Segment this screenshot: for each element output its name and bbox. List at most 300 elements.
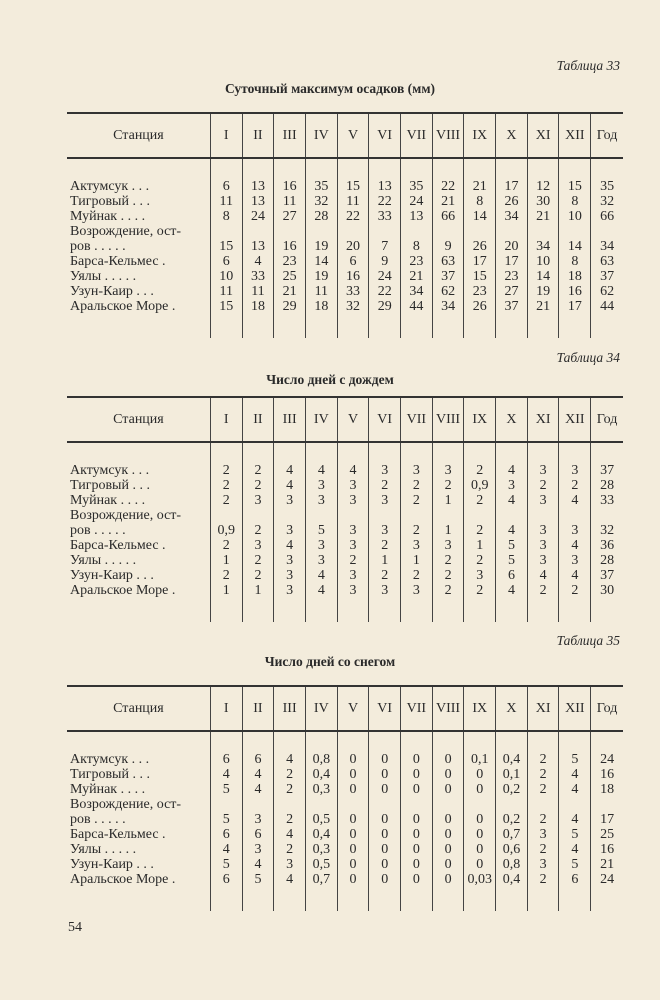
table-cell: 0,5 xyxy=(305,812,337,827)
table-cell: 0 xyxy=(369,767,401,782)
table-cell: 32 xyxy=(591,194,623,209)
table-cell: 22 xyxy=(337,209,369,224)
table-cell: 0,9 xyxy=(210,523,242,538)
table-cell: 0,8 xyxy=(305,752,337,767)
table-cell: 2 xyxy=(242,568,274,583)
table-cell: 4 xyxy=(274,478,306,493)
column-header: III xyxy=(274,113,306,158)
table-row xyxy=(67,842,623,857)
table-cell: 0,4 xyxy=(496,752,528,767)
station-name: Аральское Море . xyxy=(70,299,176,314)
table-cell: 4 xyxy=(559,568,591,583)
table-row xyxy=(67,767,623,782)
table-cell: 4 xyxy=(527,568,559,583)
table-cell: 23 xyxy=(496,269,528,284)
table-cell: 3 xyxy=(369,523,401,538)
table-34-title: Число дней с дождем xyxy=(266,372,394,387)
table-cell: 3 xyxy=(432,538,464,553)
table-cell: 0 xyxy=(432,767,464,782)
column-header: IV xyxy=(305,397,337,442)
table-cell xyxy=(591,224,623,239)
table-cell: 2 xyxy=(559,478,591,493)
table-cell: 28 xyxy=(305,209,337,224)
table-cell: 26 xyxy=(464,299,496,314)
station-name: Тигровый . . . xyxy=(70,767,150,782)
table-cell: 0,4 xyxy=(496,872,528,887)
table-cell: 8 xyxy=(401,239,433,254)
table-cell: 18 xyxy=(559,269,591,284)
table-row xyxy=(67,827,623,842)
column-header: Год xyxy=(591,686,623,731)
table-cell: 0 xyxy=(464,782,496,797)
table-cell: 0 xyxy=(401,812,433,827)
station-name: Муйнак . . . . xyxy=(70,209,146,224)
table-cell: 35 xyxy=(305,179,337,194)
table-cell xyxy=(527,797,559,812)
table-cell: 33 xyxy=(591,493,623,508)
table-cell: 6 xyxy=(210,872,242,887)
table-cell: 0 xyxy=(337,767,369,782)
table-cell: 66 xyxy=(591,209,623,224)
table-cell: 4 xyxy=(305,463,337,478)
table-cell: 18 xyxy=(242,299,274,314)
table-cell: 5 xyxy=(559,857,591,872)
table-cell: 32 xyxy=(591,523,623,538)
table-cell: 2 xyxy=(432,568,464,583)
table-cell: 11 xyxy=(242,284,274,299)
table-cell: 21 xyxy=(527,299,559,314)
table-cell: 0 xyxy=(464,857,496,872)
table-35-label: Таблица 35 xyxy=(556,633,620,648)
table-cell: 4 xyxy=(274,463,306,478)
table-cell: 35 xyxy=(591,179,623,194)
table-cell: 2 xyxy=(432,583,464,598)
table-cell: 4 xyxy=(559,782,591,797)
table-cell: 2 xyxy=(242,478,274,493)
table-cell: 7 xyxy=(369,239,401,254)
table-cell: 8 xyxy=(210,209,242,224)
table-cell: 22 xyxy=(432,179,464,194)
table-cell: 3 xyxy=(369,583,401,598)
table-cell: 3 xyxy=(242,842,274,857)
table-cell: 29 xyxy=(274,299,306,314)
table-row xyxy=(67,463,623,478)
table-cell: 1 xyxy=(432,493,464,508)
table-cell: 4 xyxy=(305,568,337,583)
column-header: VIII xyxy=(432,113,464,158)
table-cell: 2 xyxy=(401,523,433,538)
table-row xyxy=(67,493,623,508)
table-cell: 6 xyxy=(496,568,528,583)
table-cell: 17 xyxy=(496,179,528,194)
table-cell: 2 xyxy=(369,478,401,493)
table-cell: 3 xyxy=(242,812,274,827)
table-cell: 2 xyxy=(464,553,496,568)
table-cell: 0 xyxy=(432,842,464,857)
table-cell: 0 xyxy=(464,842,496,857)
table-cell: 10 xyxy=(527,254,559,269)
table-cell: 24 xyxy=(401,194,433,209)
table-cell: 27 xyxy=(496,284,528,299)
table-cell: 3 xyxy=(274,583,306,598)
table-cell: 25 xyxy=(274,269,306,284)
table-row xyxy=(67,239,623,254)
table-cell: 3 xyxy=(527,857,559,872)
table-cell: 3 xyxy=(527,493,559,508)
table-cell: 1 xyxy=(464,538,496,553)
table-row xyxy=(67,812,623,827)
table-cell: 5 xyxy=(496,538,528,553)
table-cell: 0 xyxy=(401,857,433,872)
table-cell: 4 xyxy=(242,767,274,782)
table-cell: 0,7 xyxy=(496,827,528,842)
table-cell: 0 xyxy=(369,827,401,842)
table-cell: 0,3 xyxy=(305,782,337,797)
table-cell: 27 xyxy=(274,209,306,224)
table-cell: 0,6 xyxy=(496,842,528,857)
table-cell: 1 xyxy=(210,553,242,568)
table-cell: 19 xyxy=(305,239,337,254)
table-cell: 8 xyxy=(464,194,496,209)
table-cell: 23 xyxy=(464,284,496,299)
table-cell xyxy=(527,224,559,239)
table-cell: 0,4 xyxy=(305,767,337,782)
table-cell: 2 xyxy=(210,478,242,493)
table-cell: 18 xyxy=(305,299,337,314)
table-cell: 3 xyxy=(274,553,306,568)
column-header: XII xyxy=(559,113,591,158)
header-row xyxy=(67,113,623,158)
table-cell xyxy=(274,508,306,523)
table-cell: 5 xyxy=(210,857,242,872)
table-35-title: Число дней со снегом xyxy=(264,654,396,669)
table-cell: 8 xyxy=(559,254,591,269)
table-cell: 10 xyxy=(210,269,242,284)
column-header: VI xyxy=(369,397,401,442)
table-cell: 44 xyxy=(401,299,433,314)
table-cell: 4 xyxy=(496,523,528,538)
station-name: Муйнак . . . . xyxy=(70,782,146,797)
table-cell: 3 xyxy=(305,478,337,493)
table-cell: 4 xyxy=(242,857,274,872)
table-cell: 0,9 xyxy=(464,478,496,493)
table-cell: 5 xyxy=(210,812,242,827)
table-cell: 0 xyxy=(369,842,401,857)
table-cell: 4 xyxy=(559,538,591,553)
station-name: Узун-Каир . . . xyxy=(70,284,154,299)
table-cell: 16 xyxy=(591,842,623,857)
table-cell: 15 xyxy=(210,299,242,314)
table-cell xyxy=(369,508,401,523)
table-cell: 3 xyxy=(242,493,274,508)
table-cell: 0,3 xyxy=(305,842,337,857)
table-33 xyxy=(67,112,623,338)
table-cell xyxy=(464,797,496,812)
table-cell: 16 xyxy=(559,284,591,299)
table-cell: 0 xyxy=(464,827,496,842)
table-cell: 2 xyxy=(401,568,433,583)
table-cell: 3 xyxy=(337,583,369,598)
table-cell: 0 xyxy=(337,857,369,872)
table-cell xyxy=(210,224,242,239)
column-header: VII xyxy=(401,397,433,442)
table-cell: 5 xyxy=(210,782,242,797)
table-cell: 9 xyxy=(369,254,401,269)
column-header: IX xyxy=(464,397,496,442)
column-header-station: Станция xyxy=(67,686,210,731)
table-cell: 63 xyxy=(432,254,464,269)
table-cell xyxy=(337,508,369,523)
table-cell xyxy=(242,797,274,812)
table-cell: 24 xyxy=(591,872,623,887)
table-row xyxy=(67,797,623,812)
table-cell: 0 xyxy=(401,872,433,887)
table-cell: 5 xyxy=(559,752,591,767)
table-cell: 3 xyxy=(337,568,369,583)
table-cell xyxy=(591,797,623,812)
table-cell: 1 xyxy=(401,553,433,568)
table-cell xyxy=(401,797,433,812)
table-cell: 21 xyxy=(274,284,306,299)
table-cell: 15 xyxy=(464,269,496,284)
table-cell xyxy=(274,224,306,239)
table-cell: 2 xyxy=(210,538,242,553)
table-cell: 0 xyxy=(432,857,464,872)
table-cell: 9 xyxy=(432,239,464,254)
table-cell: 3 xyxy=(337,538,369,553)
column-header: IX xyxy=(464,686,496,731)
column-header: VIII xyxy=(432,686,464,731)
table-cell: 6 xyxy=(210,179,242,194)
station-name: Актумсук . . . xyxy=(70,752,150,767)
table-cell: 24 xyxy=(369,269,401,284)
table-cell: 33 xyxy=(369,209,401,224)
table-cell: 14 xyxy=(559,239,591,254)
table-cell: 29 xyxy=(369,299,401,314)
table-cell: 4 xyxy=(274,538,306,553)
table-cell: 2 xyxy=(369,568,401,583)
table-cell: 13 xyxy=(369,179,401,194)
table-row xyxy=(67,478,623,493)
table-cell: 0 xyxy=(432,782,464,797)
column-header: XII xyxy=(559,397,591,442)
table-cell: 0 xyxy=(337,827,369,842)
table-cell: 44 xyxy=(591,299,623,314)
table-cell: 2 xyxy=(432,478,464,493)
table-cell xyxy=(591,508,623,523)
table-cell: 37 xyxy=(496,299,528,314)
table-cell: 4 xyxy=(242,782,274,797)
table-cell: 3 xyxy=(337,523,369,538)
table-cell: 13 xyxy=(242,239,274,254)
table-cell: 2 xyxy=(527,767,559,782)
table-row xyxy=(67,782,623,797)
table-cell xyxy=(432,508,464,523)
station-name: Узун-Каир . . . xyxy=(70,568,154,583)
table-cell: 22 xyxy=(369,194,401,209)
table-cell: 21 xyxy=(432,194,464,209)
table-cell: 17 xyxy=(591,812,623,827)
column-header: I xyxy=(210,397,242,442)
table-cell: 3 xyxy=(274,523,306,538)
table-cell: 0,8 xyxy=(496,857,528,872)
table-cell: 3 xyxy=(496,478,528,493)
station-name: Возрождение, ост- xyxy=(70,797,182,812)
table-cell: 5 xyxy=(496,553,528,568)
table-cell: 3 xyxy=(527,553,559,568)
column-header: II xyxy=(242,397,274,442)
table-cell: 21 xyxy=(527,209,559,224)
station-name: Возрождение, ост- xyxy=(70,508,182,523)
table-cell: 34 xyxy=(527,239,559,254)
table-cell: 34 xyxy=(401,284,433,299)
table-cell: 11 xyxy=(337,194,369,209)
table-cell xyxy=(337,224,369,239)
table-35 xyxy=(67,685,623,911)
table-row xyxy=(67,508,623,523)
table-cell: 32 xyxy=(305,194,337,209)
table-cell: 37 xyxy=(591,463,623,478)
table-cell: 3 xyxy=(274,568,306,583)
table-cell: 1 xyxy=(210,583,242,598)
table-cell xyxy=(559,224,591,239)
table-cell: 13 xyxy=(242,179,274,194)
table-cell: 0 xyxy=(432,812,464,827)
table-33-label: Таблица 33 xyxy=(556,58,620,73)
column-header: VI xyxy=(369,113,401,158)
table-cell: 0 xyxy=(432,827,464,842)
table-cell: 4 xyxy=(274,752,306,767)
table-cell: 4 xyxy=(274,872,306,887)
table-cell: 3 xyxy=(401,583,433,598)
table-cell: 3 xyxy=(527,827,559,842)
table-cell: 0 xyxy=(464,767,496,782)
table-cell: 37 xyxy=(591,568,623,583)
table-cell: 2 xyxy=(464,463,496,478)
table-cell: 17 xyxy=(559,299,591,314)
table-cell: 17 xyxy=(464,254,496,269)
table-cell: 2 xyxy=(401,478,433,493)
table-cell xyxy=(242,224,274,239)
table-cell: 36 xyxy=(591,538,623,553)
table-cell: 30 xyxy=(591,583,623,598)
table-cell: 3 xyxy=(305,538,337,553)
column-header: II xyxy=(242,113,274,158)
table-cell xyxy=(496,508,528,523)
table-cell: 63 xyxy=(591,254,623,269)
table-cell: 62 xyxy=(591,284,623,299)
table-cell: 14 xyxy=(527,269,559,284)
table-cell xyxy=(305,224,337,239)
table-cell: 0 xyxy=(369,872,401,887)
table-cell: 20 xyxy=(496,239,528,254)
table-cell: 21 xyxy=(464,179,496,194)
table-cell: 6 xyxy=(242,827,274,842)
table-cell: 35 xyxy=(401,179,433,194)
table-cell: 0 xyxy=(369,857,401,872)
table-cell: 28 xyxy=(591,478,623,493)
table-cell: 5 xyxy=(242,872,274,887)
table-cell: 0 xyxy=(432,872,464,887)
table-row xyxy=(67,209,623,224)
table-cell: 3 xyxy=(337,493,369,508)
table-cell: 4 xyxy=(305,583,337,598)
table-cell: 20 xyxy=(337,239,369,254)
column-header: VI xyxy=(369,686,401,731)
column-header: III xyxy=(274,397,306,442)
table-cell: 6 xyxy=(210,827,242,842)
station-name: Узун-Каир . . . xyxy=(70,857,154,872)
table-cell: 23 xyxy=(401,254,433,269)
table-cell: 11 xyxy=(305,284,337,299)
table-cell: 2 xyxy=(527,782,559,797)
table-row xyxy=(67,224,623,239)
table-row xyxy=(67,752,623,767)
table-cell: 16 xyxy=(274,179,306,194)
table-cell: 66 xyxy=(432,209,464,224)
column-header: II xyxy=(242,686,274,731)
station-name: ров . . . . . xyxy=(70,812,126,827)
column-header: V xyxy=(337,113,369,158)
table-cell: 4 xyxy=(337,463,369,478)
table-cell: 0 xyxy=(401,827,433,842)
station-name: Актумсук . . . xyxy=(70,179,150,194)
table-cell xyxy=(401,224,433,239)
table-cell xyxy=(432,797,464,812)
table-row xyxy=(67,568,623,583)
table-cell: 8 xyxy=(559,194,591,209)
table-cell: 34 xyxy=(591,239,623,254)
table-cell xyxy=(559,508,591,523)
table-cell: 2 xyxy=(559,583,591,598)
table-row xyxy=(67,179,623,194)
table-cell: 3 xyxy=(401,538,433,553)
table-cell xyxy=(337,797,369,812)
table-cell: 2 xyxy=(464,523,496,538)
column-header: XI xyxy=(527,397,559,442)
table-cell: 0,7 xyxy=(305,872,337,887)
table-cell xyxy=(401,508,433,523)
table-cell: 4 xyxy=(496,493,528,508)
table-cell: 0 xyxy=(369,812,401,827)
table-cell: 0,5 xyxy=(305,857,337,872)
table-row xyxy=(67,857,623,872)
table-cell: 3 xyxy=(369,463,401,478)
table-cell: 3 xyxy=(369,493,401,508)
table-cell: 2 xyxy=(527,583,559,598)
table-cell: 3 xyxy=(527,523,559,538)
table-cell: 3 xyxy=(305,493,337,508)
table-cell: 3 xyxy=(242,538,274,553)
table-cell: 2 xyxy=(210,568,242,583)
table-cell: 2 xyxy=(401,493,433,508)
table-cell: 3 xyxy=(559,463,591,478)
table-cell: 2 xyxy=(464,493,496,508)
station-name: Аральское Море . xyxy=(70,583,176,598)
table-row xyxy=(67,254,623,269)
station-name: Уялы . . . . . xyxy=(70,842,137,857)
table-cell: 18 xyxy=(591,782,623,797)
column-header: VII xyxy=(401,686,433,731)
table-row xyxy=(67,583,623,598)
table-cell: 33 xyxy=(242,269,274,284)
table-cell: 16 xyxy=(274,239,306,254)
table-cell xyxy=(559,797,591,812)
table-cell: 33 xyxy=(337,284,369,299)
table-cell: 0 xyxy=(401,782,433,797)
table-cell: 6 xyxy=(559,872,591,887)
table-cell: 0,1 xyxy=(464,752,496,767)
